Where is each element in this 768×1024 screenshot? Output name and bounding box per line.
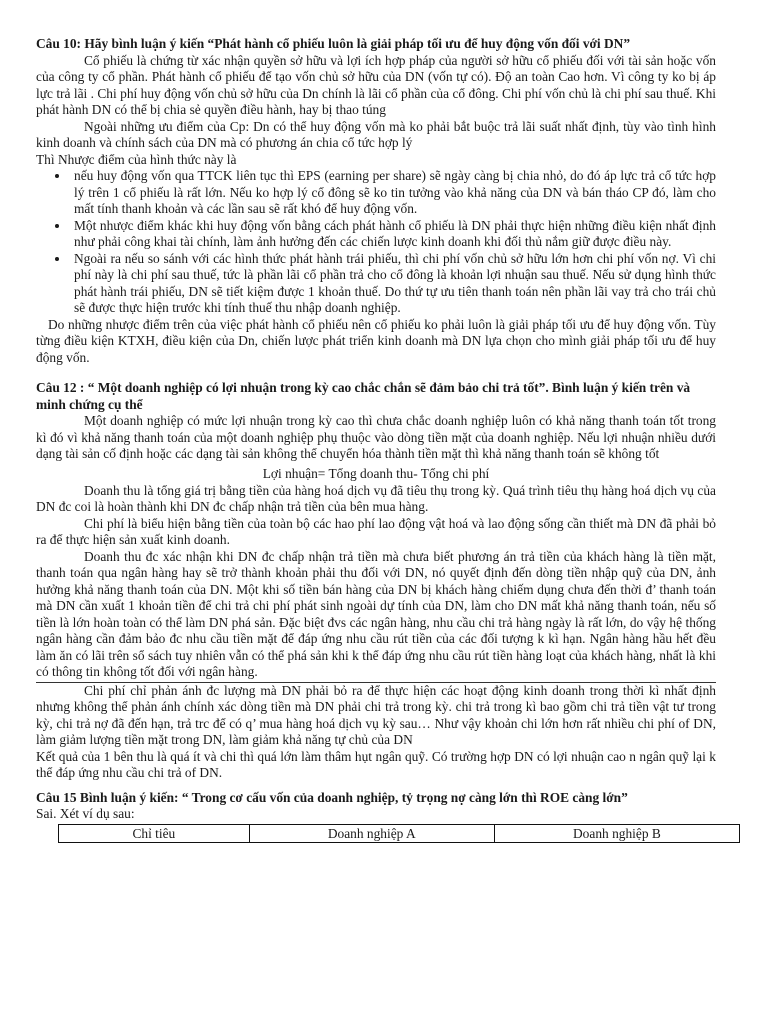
q10-bullet-item: • Ngoài ra nếu so sánh với các hình thức phát hành trái phiếu, thì chi phí vốn chủ sở hữu lớn hơn chi phí vốn nợ. Vì chi phí này là chi phí sau thuế, tức là phần lãi cổ phần trả cho cổ đông là khoản lợi nhuận sau thuế. Nếu sử dụng hình thức phát hành trái phiếu, DN sẽ tiết kiệm được 1 khoản thuế. Do thứ tự ưu tiên thanh toán nên phần lãi vay trả cho trái chủ sẽ được thực hiện trước khi tính thuế thu nhập doanh nghiệp.: [70, 251, 716, 317]
q10-paragraph-3: Thì Nhược điểm của hình thức này là: [36, 151, 237, 167]
q12-paragraph-3: Chi phí là biểu hiện bằng tiền của toàn bộ các hao phí lao động vật hoá và lao động sống cần thiết mà DN đã phải bỏ ra để thực hiện sản xuất kinh doanh.: [36, 515, 716, 547]
q12-paragraph-1: Một doanh nghiệp có mức lợi nhuận trong kỳ cao thì chưa chắc doanh nghiệp luôn có khả năng thanh toán tốt trong kì đó vì khả năng thanh toán của một doanh nghiệp phụ thuộc vào dòng tiền mặt của doanh nghiệp. Nếu lợi nhuận nhiều dưới dạng tài sản cố định hoặc các dạng tài sản không thể chuyển hóa thành tiền mặt thì khả năng thanh toán sẽ không tốt: [36, 413, 716, 461]
q10-paragraph-2: Ngoài những ưu điểm của Cp: Dn có thể huy động vốn mà ko phải bắt buộc trả lãi suất nhất định, tùy vào tình hình kinh doanh và chính sách của DN mà có phương án chia cổ tức hợp lý: [36, 118, 716, 150]
q12-paragraph-4: Doanh thu đc xác nhận khi DN đc chấp nhận trả tiền mà chưa biết phương án trả tiền của khách hàng là tiền mặt, thanh toán qua ngân hàng hay sẽ trở thành khoản phải thu đối với DN, nó quyết định đến dòng tiền nhập quỹ của DN, ảnh hưởng khả năng thanh toán của DN. Một khi số tiền bán hàng của DN bị khách hàng chiếm dụng chưa đến thời đ’ thanh toán mà DN cần xuất 1 khoản tiền để chi trả chi phí phát sinh ngoài dự tính của DN, làm cho DN mất khả năng thanh toán, nếu số tiền là lớn hoàn toàn có thể làm DN phá sản. Đặc biệt đvs các ngân hàng, nhu cầu chi trả hàng ngày là rất lớn, do vậy hệ thống ngân hàng cần đảm bảo đc nhu cầu tiền mặt để đáp ứng nhu cầu rút tiền của các đối tượng k kì hạn. Ngân hàng hầu hết đều làm ăn có lãi trên sổ sách tuy nhiên vẫn có thể phá sản khi k thể đáp ứng nhu cầu rút tiền hàng loạt của khách hàng, nhất là khi có thông tin không tốt đối với ngân hàng.: [36, 548, 716, 679]
q12-paragraph-6: Kết quả của 1 bên thu là quá ít và chi thì quá lớn làm thâm hụt ngân quỹ. Có trường hợp DN có lợi nhuận cao n ngân quỹ lại k thể đáp ứng nhu cầu chi trả of DN.: [36, 748, 716, 780]
table-header-cell: Doanh nghiệp B: [494, 824, 739, 842]
q10-paragraph-4: Do những nhược điểm trên của việc phát hành cổ phiếu nên cổ phiếu ko phải luôn là giải pháp tối ưu để huy động vốn. Tùy từng điều kiện KTXH, điều kiện của Dn, chiến lược phát triển kinh doanh mà DN lựa chọn cho mình giải pháp tối ưu để huy động vốn.: [36, 316, 716, 365]
question-10-title: Câu 10: Hãy bình luận ý kiến “Phát hành cổ phiếu luôn là giải pháp tối ưu để huy động vốn đối với DN”: [36, 36, 631, 51]
q10-bullet-item: • Một nhược điểm khác khi huy động vốn bằng cách phát hành cổ phiếu là DN phải thực hiện những điều kiện nhất định như phải công khai tài chính, làm ảnh hưởng đến các chiến lược kinh doanh khi đối thủ nắm giữ được điều này.: [70, 218, 716, 251]
q12-paragraph-2: Doanh thu là tổng giá trị bằng tiền của hàng hoá dịch vụ đã tiêu thụ trong kỳ. Quá trình tiêu thụ hàng hoá dịch vụ của DN đc coi là hoàn thành khi DN đc chấp nhận trả tiền của bên mua hàng.: [36, 482, 716, 514]
profit-formula: Lợi nhuận= Tổng doanh thu- Tổng chi phí: [262, 465, 490, 481]
table-header-row: [59, 824, 740, 842]
question-15-title: Câu 15 Bình luận ý kiến: “ Trong cơ cấu vốn của doanh nghiệp, tỷ trọng nợ càng lớn thì ROE càng lớn”: [36, 789, 628, 805]
table-header-cell: Doanh nghiệp A: [249, 824, 494, 842]
q12-paragraph-5: Chi phí chỉ phản ánh đc lượng mà DN phải bỏ ra để thực hiện các hoạt động kinh doanh trong thời kì nhất định nhưng không thể phản ánh chính xác dòng tiền mà DN phải chi trả trong kỳ. chi trả trong kì bao gồm chi trả tiền vật tư trong kỳ, chi trả nợ đã đến hạn, trả trc để có q’ mua hàng hoá dịch vụ kỳ sau… Như vậy khoản chi lớn hơn rất nhiều chi phí of DN, làm giảm lượng tiền mặt trong DN, làm giảm khả năng tự chủ của DN: [36, 682, 716, 747]
q15-paragraph-1: Sai. Xét ví dụ sau:: [36, 806, 135, 821]
q10-bullet-item: • nếu huy động vốn qua TTCK liên tục thì EPS (earning per share) sẽ ngày càng bị chia nhỏ, do đó áp lực trả cổ tức hợp lý trên 1 cổ phiếu là rất lớn. Nếu ko hợp lý cổ đông sẽ ko tin tưởng vào khả năng của DN và bán tháo CP đó, làm cho mất tính thanh khoản và các lần sau sẽ rất khó để huy động vốn.: [70, 168, 716, 218]
table-header-cell: Chỉ tiêu: [59, 824, 250, 842]
q10-bullet-list: [36, 168, 716, 317]
q10-paragraph-1: Cổ phiếu là chứng từ xác nhận quyền sở hữu và lợi ích hợp pháp của người sở hữu cổ phiếu đối với tài sản hoặc vốn của công ty cổ phần. Phát hành cổ phiếu để tạo vốn chủ sở hữu của DN (vốn tự có). Độ an toàn Cao hơn. Vì công ty ko bị áp lực trả lãi . Chi phí huy động vốn chủ sở hữu của Dn chính là lãi cổ phần của cổ đông. Chi phí vốn chủ là chi phí sau thuế. Khi phát hành DN có thể bị chia sẻ quyền điều hành, hay bị thao túng: [36, 52, 716, 117]
question-12-title: Câu 12 : “ Một doanh nghiệp có lợi nhuận trong kỳ cao chắc chắn sẽ đảm bảo chi trả tốt”. Bình luận ý kiến trên và minh chứng cụ thể: [36, 380, 691, 412]
comparison-table: [58, 824, 740, 843]
